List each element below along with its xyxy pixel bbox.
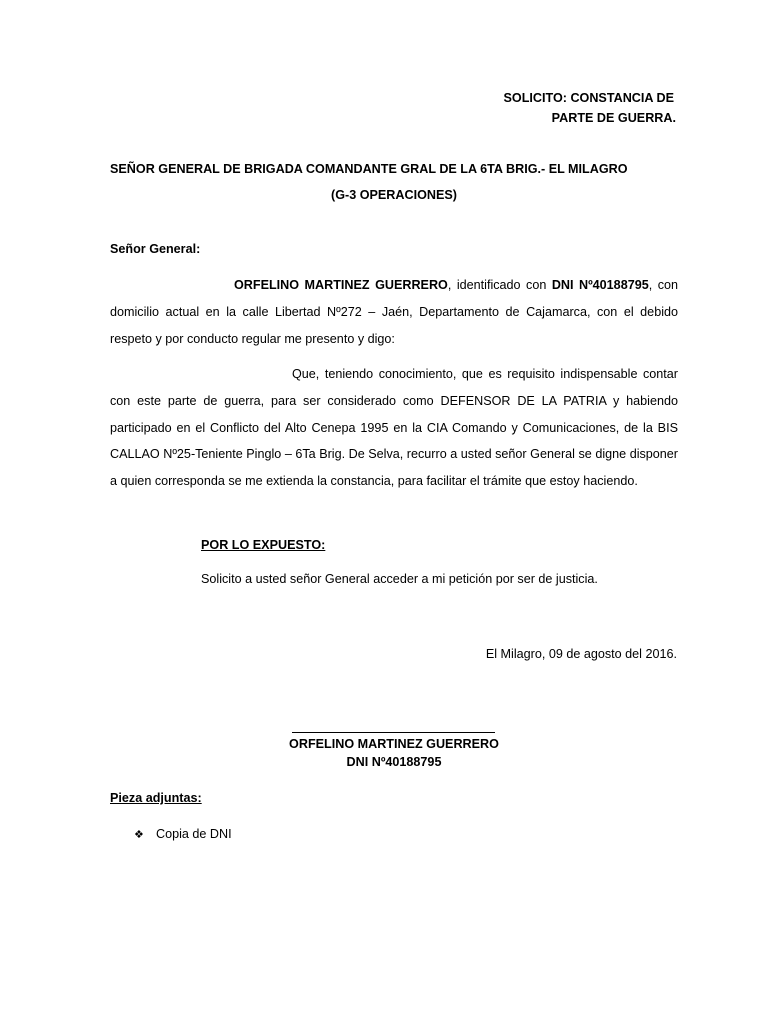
signature-name: ORFELINO MARTINEZ GUERRERO	[289, 737, 499, 751]
paragraph-identification	[110, 272, 678, 352]
subject-line-2: PARTE DE GUERRA.	[551, 111, 676, 125]
salutation: Señor General:	[110, 242, 201, 256]
petition-text: Solicito a usted señor General acceder a mi petición por ser de justicia.	[201, 572, 598, 586]
applicant-name: ORFELINO MARTINEZ GUERRERO	[234, 278, 448, 292]
subject-line-1: SOLICITO: CONSTANCIA DE	[503, 91, 674, 105]
paragraph-text: , con domicilio actual en la calle Libertad Nº272 – Jaén, Departamento de Cajamarca, con el debido respeto y por conducto regular me presento y digo:	[110, 278, 678, 346]
signature-line	[292, 732, 495, 733]
exposition-heading: POR LO EXPUESTO:	[201, 538, 326, 552]
attachment-label: Copia de DNI	[156, 827, 232, 841]
attachments-heading: Pieza adjuntas:	[110, 791, 202, 805]
applicant-dni: DNI Nº40188795	[551, 278, 649, 292]
paragraph-request	[110, 361, 678, 495]
attachment-item	[134, 825, 232, 844]
diamond-bullet-icon: ❖	[134, 828, 144, 841]
subject-block	[356, 88, 676, 128]
place-date: El Milagro, 09 de agosto del 2016.	[485, 647, 677, 661]
paragraph-text: Que, teniendo conocimiento, que es requisito indispensable contar con este parte de guerra, para ser considerado como DEFENSOR DE LA PATRIA y habiendo participado en el Conflicto del Alto Cenepa 1995 en la CIA Comando y Comunicaciones, de la BIS CALLAO Nº25-Teniente Pinglo – 6Ta Brig. De Selva, recurro a usted señor General se digne disponer a quien corresponda se me extienda la constancia, para facilitar el trámite que estoy haciendo.	[110, 367, 678, 489]
paragraph-text: , identificado con	[447, 278, 552, 292]
office-line: (G-3 OPERACIONES)	[331, 188, 457, 202]
signature-dni: DNI Nº40188795	[346, 755, 442, 769]
addressee-line: SEÑOR GENERAL DE BRIGADA COMANDANTE GRAL DE LA 6TA BRIG.- EL MILAGRO	[110, 162, 628, 176]
